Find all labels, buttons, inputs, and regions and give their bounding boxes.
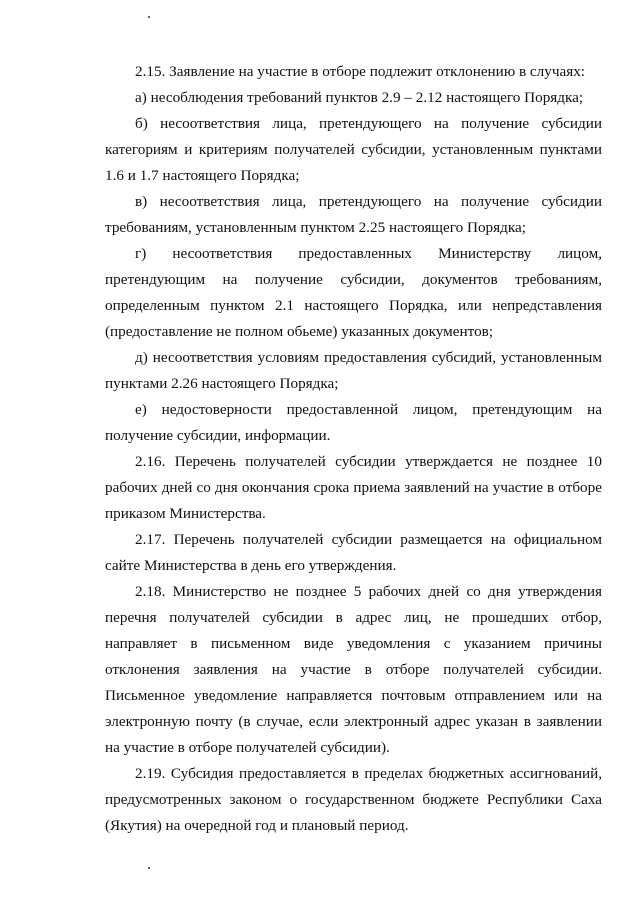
paragraph-2-15-b: б) несоответствия лица, претендующего на получение субсидии категориям и критериям получателей субсидии, установленным пунктами 1.6 и 1.7 настоящего Порядка;: [105, 115, 602, 184]
scan-speck: [148, 867, 150, 869]
paragraph-2-19: 2.19. Субсидия предоставляется в пределах бюджетных ассигнований, предусмотренных законом о государственном бюджете Республики Саха (Якутия) на очередной год и плановый период.: [105, 765, 602, 834]
scan-speck: [148, 16, 150, 18]
paragraph-2-15: 2.15. Заявление на участие в отборе подлежит отклонению в случаях:: [135, 63, 586, 80]
paragraph-2-16: 2.16. Перечень получателей субсидии утверждается не позднее 10 рабочих дней со дня окончания срока приема заявлений на участие в отборе приказом Министерства.: [105, 453, 602, 522]
paragraph-2-15-d: д) несоответствия условиям предоставления субсидий, установленным пунктами 2.26 настоящего Порядка;: [105, 349, 602, 392]
paragraph-2-17: 2.17. Перечень получателей субсидии размещается на официальном сайте Министерства в день его утверждения.: [105, 531, 602, 574]
paragraph-2-18: 2.18. Министерство не позднее 5 рабочих дней со дня утверждения перечня получателей субсидии в адрес лиц, не прошедших отбор, направляет в письменном виде уведомления с указанием причины отклонения заявления на участие в отборе получателей субсидии. Письменное уведомление направляется почтовым отправлением или на электронную почту (в случае, если электронный адрес указан в заявлении на участие в отборе получателей субсидии).: [105, 583, 602, 756]
paragraph-2-15-v: в) несоответствия лица, претендующего на получение субсидии требованиям, установленным пунктом 2.25 настоящего Порядка;: [105, 193, 602, 236]
paragraph-2-15-g: г) несоответствия предоставленных Министерству лицом, претендующим на получение субсидии, документов требованиям, определенным пунктом 2.1 настоящего Порядка, или непредставления (предоставление не полном обьеме) указанных документов;: [105, 245, 602, 340]
paragraph-2-15-a: а) несоблюдения требований пунктов 2.9 – 2.12 настоящего Порядка;: [135, 89, 584, 106]
paragraph-2-15-e: е) недостоверности предоставленной лицом, претендующим на получение субсидии, информации.: [105, 401, 602, 444]
